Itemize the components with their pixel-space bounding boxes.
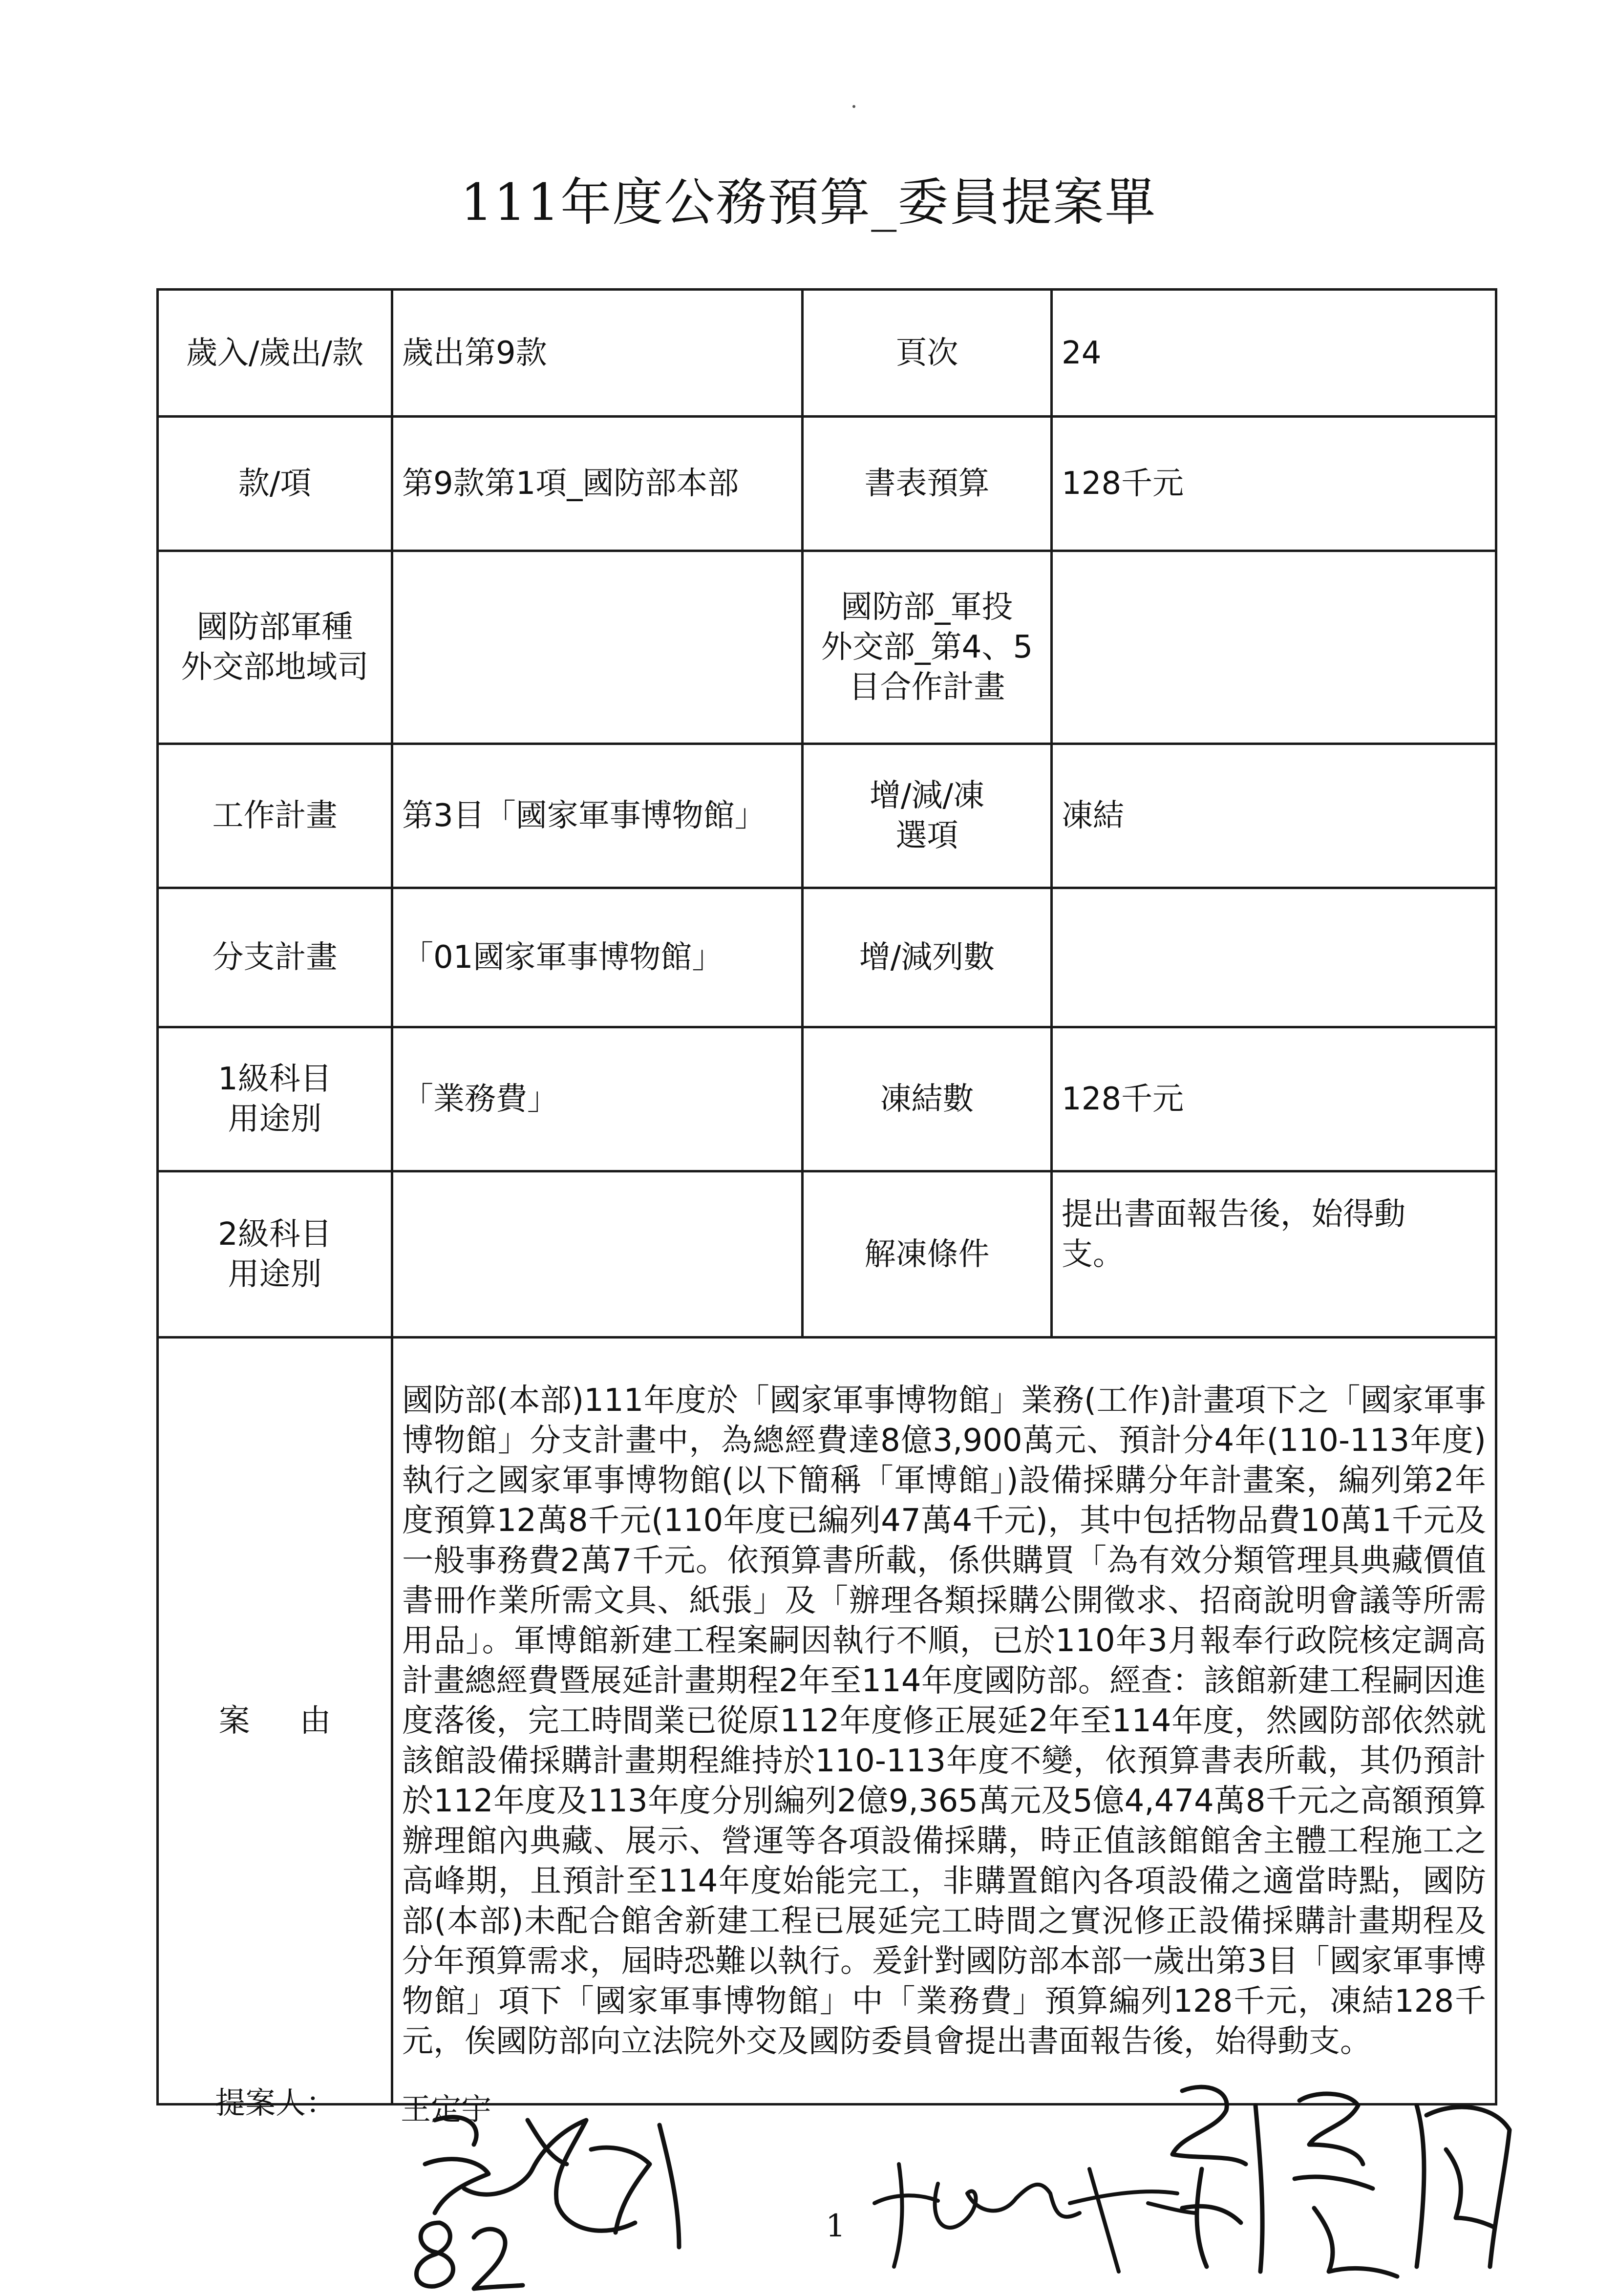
field-label: 款/項 [158,417,392,551]
field-value: 24 [1052,290,1496,417]
field-value: 提出書面報告後，始得動 支。 [1052,1171,1496,1338]
field-label: 工作計畫 [158,744,392,888]
field-value: 「業務費」 [392,1027,803,1171]
field-label: 凍結數 [803,1027,1052,1171]
field-label: 國防部_軍投 外交部_第4、5 目合作計畫 [803,551,1052,744]
field-value: 凍結 [1052,744,1496,888]
form-row [158,888,1496,1027]
field-label: 增/減/凍 選項 [803,744,1052,888]
field-value [392,1171,803,1338]
proposer-label: 提案人： [215,2085,337,2121]
form-row [158,1027,1496,1171]
page-title: 111年度公務預算_委員提案單 [460,172,1157,232]
handwritten-signature-3 [1153,2062,1529,2286]
scan-speck [852,105,855,108]
form-row [158,1171,1496,1338]
field-label: 歲入/歲出/款 [158,290,392,417]
reason-row [158,1338,1496,2105]
field-value [1052,888,1496,1027]
reason-text: 國防部(本部)111年度於「國家軍事博物館」業務(工作)計畫項下之「國家軍事博物館」分支計畫中，為總經費達8億3,900萬元、預計分4年(110-113年度)執行之國家軍事博物館(以下簡稱「軍博館」)設備採購分年計畫案，編列第2年度預算12萬8千元(110年度已編列47萬4千元)，其中包括物品費10萬1千元及一般事務費2萬7千元。依預算書所載，係供購買「為有效分類管理具典藏價值書冊作業所需文具、紙張」及「辦理各類採購公開徵求、招商說明會議等所需用品」。軍博館新建工程案嗣因執行不順，已於110年3月報奉行政院核定調高計畫總經費暨展延計畫期程2年至114年度國防部。經查：該館新建工程嗣因進度落後，完工時間業已從原112年度修正展延2年至114年度，然國防部依然就該館設備採購計畫期程維持於110-113年度不變，依預算書表所載，其仍預計於112年度及113年度分別編列2億9,365萬元及5億4,474萬8千元之高額預算辦理館內典藏、展示、營運等各項設備採購，時正值該館館舍主體工程施工之高峰期，且預計至114年度始能完工，非購置館內各項設備之適當時點，國防部(本部)未配合館舍新建工程已展延完工時間之實況修正設備採購計畫期程及分年預算需求，屆時恐難以執行。爰針對國防部本部一歲出第3目「國家軍事博物館」項下「國家軍事博物館」中「業務費」預算編列128千元，凍結128千元，俟國防部向立法院外交及國防委員會提出書面報告後，始得動支。 [392,1338,1496,2105]
field-label: 增/減列數 [803,888,1052,1027]
field-label: 頁次 [803,290,1052,417]
reason-label: 案 由 [158,1338,392,2105]
field-value [1052,551,1496,744]
field-value: 第9款第1項_國防部本部 [392,417,803,551]
field-value: 「01國家軍事博物館」 [392,888,803,1027]
form-row [158,417,1496,551]
field-label: 1級科目 用途別 [158,1027,392,1171]
page-number: 1 [826,2208,846,2244]
form-row [158,744,1496,888]
field-value: 第3目「國家軍事博物館」 [392,744,803,888]
form-row [158,551,1496,744]
proposer-name: 王定宇 [401,2091,492,2127]
field-label: 國防部軍種 外交部地域司 [158,551,392,744]
field-value: 歲出第9款 [392,290,803,417]
field-label: 解凍條件 [803,1171,1052,1338]
proposal-form-table [156,288,1497,2105]
handwritten-page-number [401,2208,528,2296]
field-value [392,551,803,744]
field-label: 2級科目 用途別 [158,1171,392,1338]
field-value: 128千元 [1052,1027,1496,1171]
form-row [158,290,1496,417]
field-label: 分支計畫 [158,888,392,1027]
field-label: 書表預算 [803,417,1052,551]
field-value: 128千元 [1052,417,1496,551]
